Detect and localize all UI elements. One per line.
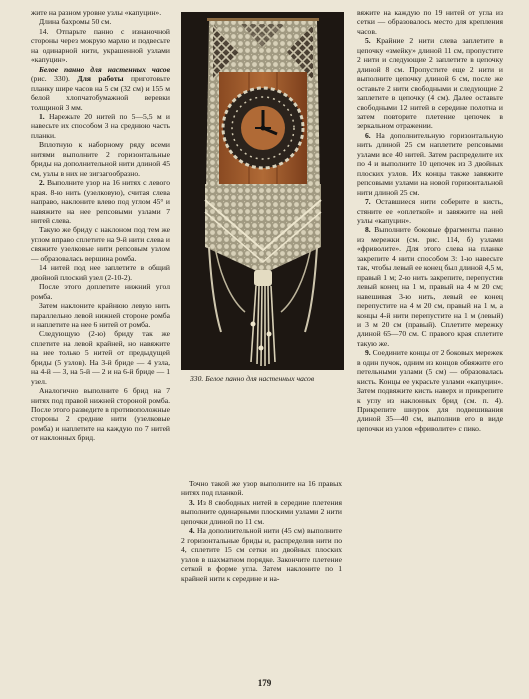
- paragraph-text: Следующую (2-ю) бриду так же сплетите на левой крайней, но навяжите на нее только 5 нитей от предыдущей бриды (5 узлов). На 3-й бриде — 4 узла, на 4-й — 3, на 5-й — 2 и на 6-й бриде — 1 узел.: [31, 329, 170, 386]
- paragraph-text: 14 нитей под нее заплетите в общий двойной плоский узел (2-10-2).: [31, 263, 170, 282]
- paragraph-emphasis: 2.: [39, 178, 45, 188]
- paragraph-text: Соедините концы от 2 боковых мережек в один пучок, одним из концов обвяжите его петельными узлами (5 см) — образовалась кисть. Концы ее украсьте узлами «капуцин». Затем подвяжите кисть наверх и прикрепите к углу из наклонных брид (см. п. 4). Прикрепите шнурок для подвешивания длиной 35—40 см, выполнив его в виде цепочки из узлов «фриволите» с пико.: [357, 348, 503, 433]
- paragraph: [357, 36, 503, 131]
- paragraph: [31, 178, 170, 225]
- paragraph: [31, 386, 170, 443]
- paragraph: [31, 112, 170, 140]
- paragraph: [357, 131, 503, 197]
- paragraph: [181, 498, 342, 526]
- paragraph-text: жите на разном уровне узлы «капуцин».: [31, 8, 162, 17]
- paragraph-text: Затем наклоните крайнюю левую нить параллельно левой нижней стороне ромба и наплетите на нее 6 нитей от ромба.: [31, 301, 170, 329]
- paragraph: [31, 301, 170, 329]
- paragraph-text: Из 8 свободных нитей в середине плетения выполните одинарными плоскими узлами 2 нити цепочки длиной по 11 см.: [181, 497, 342, 526]
- paragraph: [181, 526, 342, 583]
- paragraph: [31, 8, 170, 17]
- text-column-left: [31, 8, 170, 443]
- paragraph: [31, 282, 170, 301]
- macrame-panel-illustration: [181, 12, 344, 370]
- paragraph: [31, 27, 170, 65]
- paragraph: [357, 197, 503, 225]
- paragraph-text: Длина бахромы 50 см.: [39, 17, 112, 27]
- paragraph-text: Аналогично выполните 6 брид на 7 нитях под правой нижней стороной ромба. После этого разведите в противоположные стороны 2 средние нити (узелковые ромба) и наплетите на каждую по 7 нитей от наклонных брид.: [31, 386, 170, 443]
- paragraph: [31, 329, 170, 386]
- paragraph-emphasis: 8.: [365, 225, 371, 235]
- paragraph-text: На дополнительной нити (45 см) выполните 2 горизонтальные бриды и, распределив нити по 4, сплетите 15 см сетки из двойных плоских узлов в шахматном порядке. Закончите плетение сеткой в форме угла. Затем наклоните по 1 крайней нити к середине и на-: [181, 526, 342, 583]
- paragraph-emphasis: 1.: [39, 111, 45, 121]
- paragraph: [31, 65, 170, 112]
- paragraph-text: После этого доплетите нижний угол ромба.: [31, 282, 170, 301]
- paragraph-text: (рис. 330).: [31, 74, 78, 84]
- paragraph-emphasis: 6.: [365, 130, 371, 140]
- paragraph: [31, 225, 170, 263]
- paragraph-text: На дополнительную горизонтальную нить длиной 25 см наплетите репсовыми узлами все 40 нитей. Затем распределите их по 4 и выполните 10 цепочек из 3 двойных плоских узлов. Их концы также завяжите репсовыми узлами на новой горизонтальной нити длиной 25 см.: [357, 130, 503, 197]
- paragraph-text: Выполните узор на 16 нитях с левого края. 8-ю нить (узелковую), считая слева направо, наклоните влево под углом 45° и навяжите на нее репсовыми узлами 7 нитей слева.: [31, 178, 170, 225]
- text-column-right: [357, 8, 503, 433]
- paragraph-text: приготовьте планку шире часов на 5 см (32 см) и 155 м белой хлопчатобумажной веревки толщиной 3 мм.: [31, 74, 170, 112]
- paragraph-text: Крайние 2 нити слева заплетите в цепочку «змейку» длиной 11 см, пропустите 2 нити и следующие 2 заплетите в цепочку длиной 8 см. Пропустите еще 2 нити и выполните цепочку длиной 6 см, после же оставьте 2 нити свободными и следующие 2 заплетите в цепочку (4 см). Далее оставьте свободными 12 нитей в середине полотна и затем повторите плетение цепочек в зеркальном отражении.: [357, 36, 503, 131]
- paragraph-text: Точно такой же узор выполните на 16 правых нитях под планкой.: [181, 479, 342, 498]
- paragraph-text: Оставшиеся нити соберите в кисть, стяните ее «оплеткой» и завяжите на ней узлы «капуцин».: [357, 197, 503, 225]
- paragraph: [31, 140, 170, 178]
- paragraph-text: 14. Отпарьте панно с изнаночной стороны через мокрую марлю и подвесьте на одинарной нити, украшенной узлами «капуцин».: [31, 26, 170, 65]
- paragraph-text: Такую же бриду с наклоном под тем же углом вправо сплетите на 9-й нити слева и свяжите узелковые нити репсовым узлом — образовалась вершина ромба.: [31, 225, 170, 263]
- paragraph: [31, 263, 170, 282]
- paragraph-emphasis: 3.: [189, 497, 195, 507]
- paragraph-emphasis: Белое панно для настенных часов: [39, 64, 170, 74]
- paragraph-text: вяжите на каждую по 19 нитей от угла из сетки — образовалось место для крепления часов.: [357, 8, 503, 36]
- paragraph-emphasis: Для работы: [77, 74, 124, 84]
- paragraph-emphasis: 9.: [365, 348, 371, 358]
- paragraph: [181, 479, 342, 498]
- page-number: 179: [257, 678, 272, 688]
- paragraph: [357, 348, 503, 433]
- paragraph: [357, 225, 503, 348]
- paragraph-text: Вплотную к наборному ряду всеми нитями выполните 2 горизонтальные бриды на дополнительной нити длиной 45 см, узлы в них не зигзагообразно.: [31, 140, 170, 178]
- paragraph-text: Нарежьте 20 нитей по 5—5,5 м и навесьте их способом 3 на среднюю часть планки.: [31, 111, 170, 140]
- paragraph-emphasis: 5.: [365, 36, 371, 46]
- text-column-middle: [181, 479, 342, 583]
- paragraph-emphasis: 4.: [189, 526, 195, 536]
- paragraph-emphasis: 7.: [365, 197, 371, 207]
- paragraph: [31, 17, 170, 26]
- paragraph-text: Выполните боковые фрагменты панно из мережки (см. рис. 114, б) узлами «фриволите». Для этого слева на планке закрепите 4 нити способом 3: 1-ю навесьте так, чтобы левый ее конец был длиной 4,5 м, правый 1 м; 2-ю нить закрепите, перепустив левый конец на 1 м, правый на 4 м 20 см; навешивая 3-ю нить, левый ее конец перепустите на 4 м 20 см, правый на 1 м, а концы 4-й нити перепустите на 1 м (левый) и 3 м 20 см (правый). Сплетите мережку длиной 65—70 см. С правого края сплетите такую же.: [357, 225, 503, 348]
- figure-caption: 330. Белое панно для настенных часов: [190, 374, 315, 383]
- paragraph: [357, 8, 503, 36]
- macrame-clock-photo: [181, 12, 344, 370]
